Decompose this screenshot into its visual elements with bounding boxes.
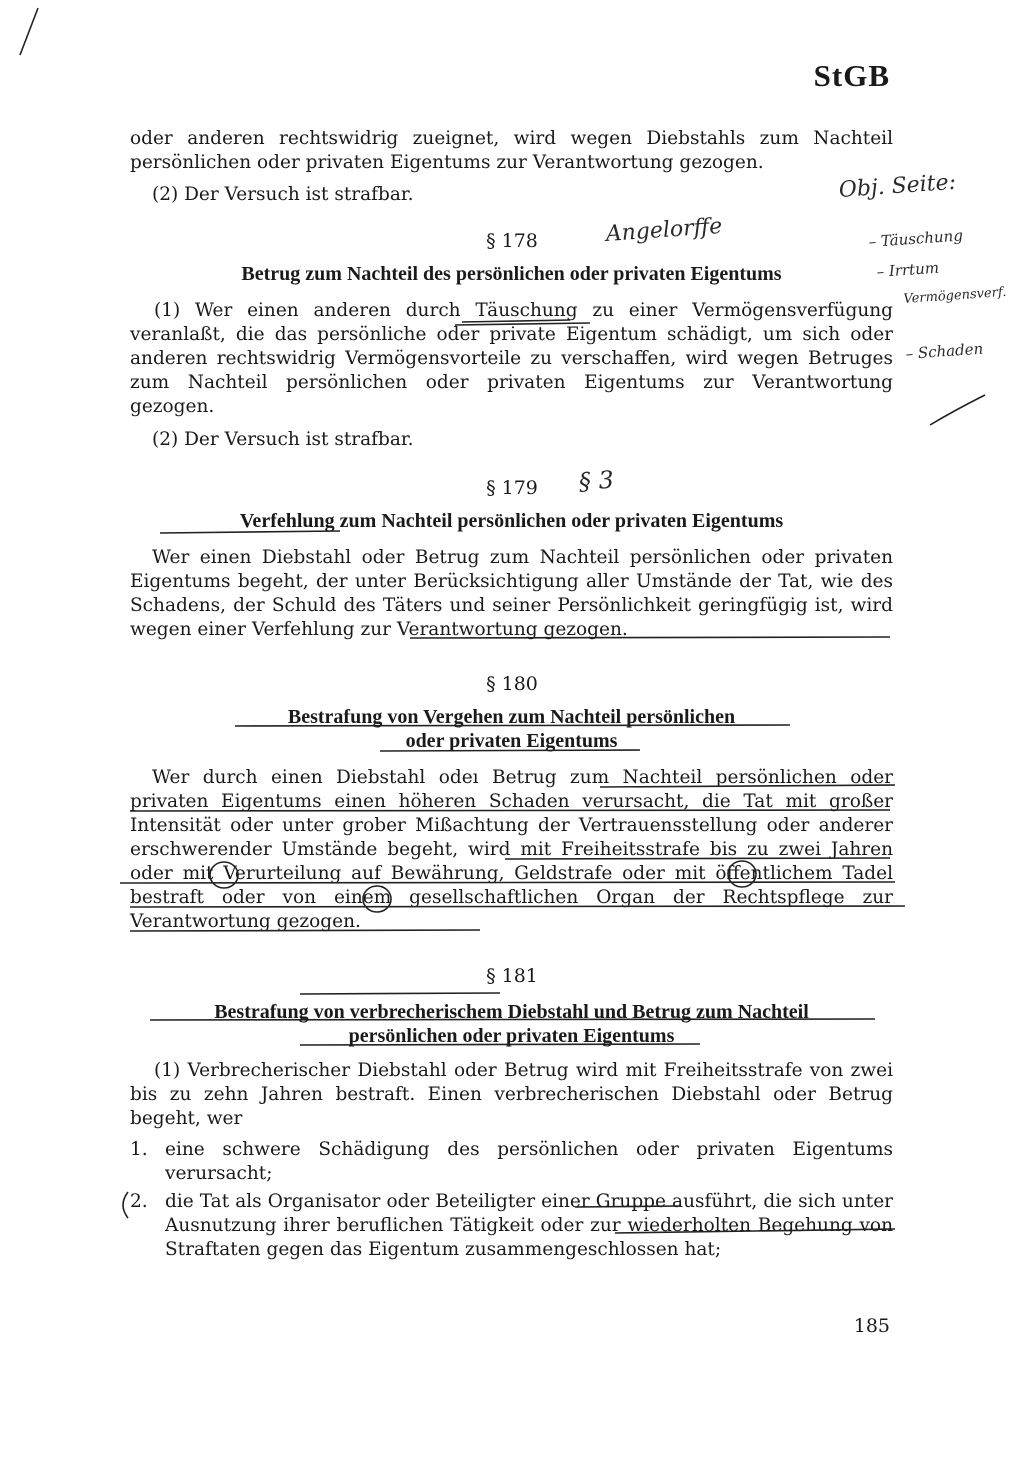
section-178-paragraph-2: (2) Der Versuch ist strafbar. [152,429,414,450]
pen-stroke-margin [930,395,985,425]
section-178-number: § 178 [486,230,538,252]
list-item-text: eine schwere Schädigung des persönlichen oder privaten Eigentums verursacht; [165,1139,893,1184]
section-178-title: Betrug zum Nachteil des persönlichen oder privaten Eigentums [241,263,782,285]
pen-mark-item-2 [123,1192,128,1218]
section-180-paragraph: Wer durch einen Diebstahl odeı Betrug zum Nachteil persönlichen oder privaten Eigentums einen höheren Schaden verursacht, die Tat mit großer Intensität oder unter grober Mißachtung der Vertrauensstellung oder anderer erschwerender Umstände begeht, wird mit Freiheitsstrafe bis zu zwei Jahren oder mit Verurteilung auf Bewährung, Geldstrafe oder mit öffentlichem Tadel bestraft oder von einem gesellschaftlichen Organ der Rechtspflege zur Verantwortung gezogen. [130,767,893,932]
section-179-paragraph: Wer einen Diebstahl oder Betrug zum Nachteil persönlichen oder privaten Eigentums begeht, der unter Berücksichtigung aller Umstände der Tat, wie des Schadens, der Schuld des Täters und seiner Persönlichkeit geringfügig ist, wird wegen einer Verfehlung zur Verantwortung gezogen. [130,547,893,640]
handwritten-margin-item: – Täuschung [868,226,964,251]
handwritten-note-179: § 3 [578,465,615,496]
intro-paragraph: oder anderen rechtswidrig zueignet, wird wegen Diebstahls zum Nachteil persönlichen oder privaten Eigentums zur Verantwortung gezogen. [130,128,893,173]
handwritten-note-178: Angelorffe [605,213,724,247]
list-item-number: 2. [130,1191,148,1212]
pen-stroke-corner [20,8,38,55]
section-181-number: § 181 [486,965,538,987]
section-181-title-line-2: persönlichen oder privaten Eigentums [348,1025,675,1047]
overline-181-title [300,993,500,994]
section-181-title-line-1: Bestrafung von verbrecherischem Diebstahl und Betrug zum Nachteil [214,1001,809,1023]
section-178-paragraph-1: (1) Wer einen anderen durch Täuschung zu einer Vermögensverfügung veranlaßt, die das persönliche oder private Eigentum schädigt, um sich oder anderen rechtswidrig Vermögensvorteile zu verschaffen, wird wegen Betruges zum Nachteil persönlichen oder privaten Eigentums zur Verantwortung gezogen. [130,300,893,417]
section-179-title: Verfehlung zum Nachteil persönlichen oder privaten Eigentums [239,510,784,532]
page-number: 185 [853,1315,890,1337]
section-179-number: § 179 [486,477,538,499]
list-item-text: die Tat als Organisator oder Beteiligter einer Gruppe ausführt, die sich unter Ausnutzung ihrer beruflichen Tätigkeit oder zur wiederholten Begehung von Straftaten gegen das Eigentum zusammengeschlossen hat; [165,1191,893,1260]
section-180-title-line-2: oder privaten Eigentums [405,730,618,752]
handwritten-margin-item: Vermögensverf. [903,284,1007,307]
handwritten-margin-item: – Schaden [905,339,984,363]
section-181-paragraph-1: (1) Verbrecherischer Diebstahl oder Betrug wird mit Freiheitsstrafe von zwei bis zu zehn Jahren bestraft. Einen verbrecherischen Diebstahl oder Betrug begeht, wer [130,1060,893,1129]
code-header: StGB [813,58,890,93]
handwritten-margin-heading: Obj. Seite: [838,169,957,203]
list-item-number: 1. [130,1139,148,1160]
section-180-title-line-1: Bestrafung von Vergehen zum Nachteil persönlichen [287,706,736,728]
section-180-number: § 180 [486,673,538,695]
handwritten-margin-item: – Irrtum [876,258,940,281]
intro-versuch: (2) Der Versuch ist strafbar. [152,184,414,205]
